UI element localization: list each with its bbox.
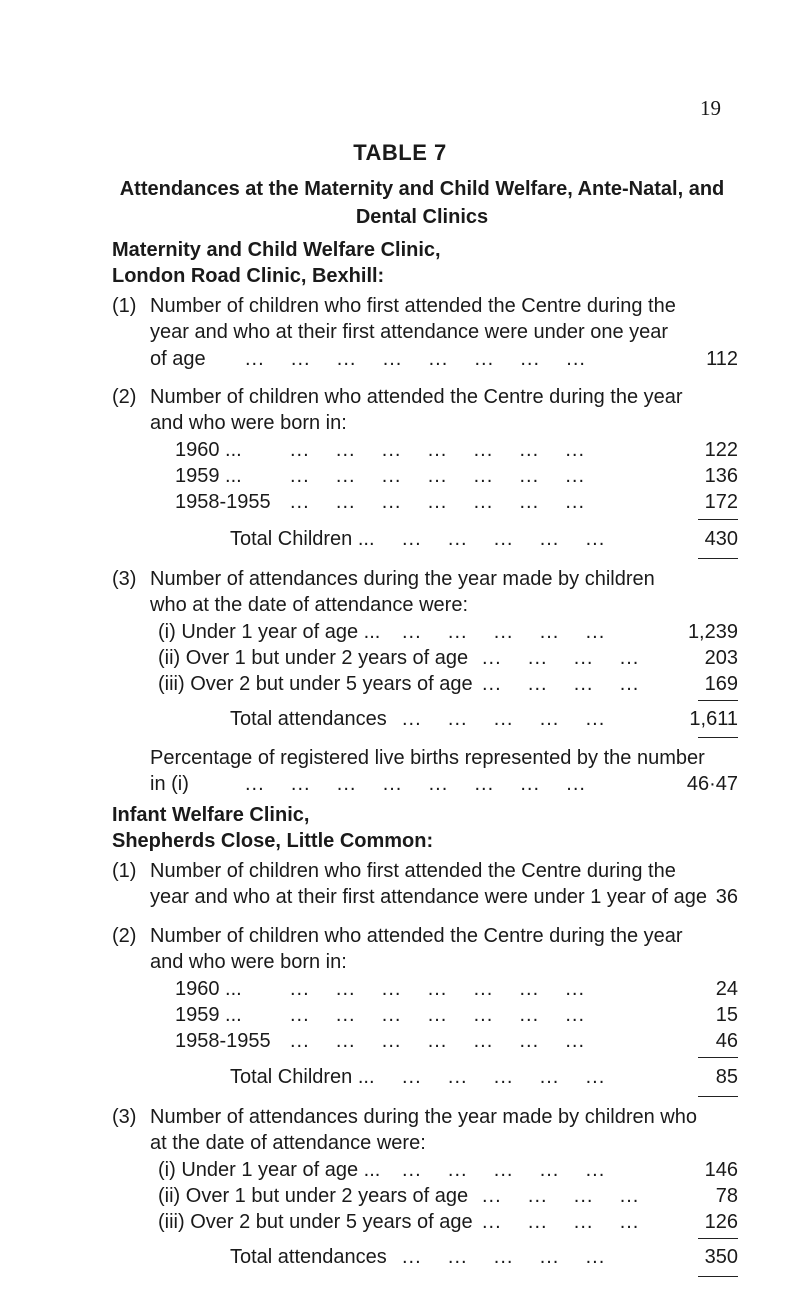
s2-total-attendances-label: Total attendances [230,1246,387,1268]
page-number: 19 [700,96,721,120]
s2-attend-2to5-value: 126 [704,1211,738,1233]
leader-dots: ... ... ... ... [482,1211,640,1233]
s1-item1-line3: of age [150,348,206,370]
sum-rule [698,737,738,738]
s1-item1-line1: Number of children who first attended the Centre during the [150,295,676,317]
leader-dots: ... ... ... ... ... [402,1159,606,1181]
s1-attend-2to5: (iii) Over 2 but under 5 years of age [158,673,473,695]
s2-year-1960: 1960 ... [175,978,242,1000]
s1-total-attendances-label: Total attendances [230,708,387,730]
s2-year-1958-1955: 1958-1955 [175,1030,271,1052]
s1-total-children-label: Total Children ... [230,528,375,550]
s2-attend-under1-value: 146 [704,1159,738,1181]
s2-year-1959: 1959 ... [175,1004,242,1026]
leader-dots: ... ... ... ... ... ... ... [290,491,586,513]
s1-percentage-line2: in (i) [150,773,189,795]
s1-item1-line2: year and who at their first attendance were under one year [150,321,669,343]
s1-item1-value: 112 [706,348,738,370]
s2-total-attendances-value: 350 [704,1246,738,1268]
s1-item2-line1: Number of children who attended the Centre during the year [150,386,683,408]
s2-total-children-value: 85 [715,1066,738,1088]
section2-title-line2: Shepherds Close, Little Common: [112,830,434,852]
s2-item3-number: (3) [112,1106,137,1128]
sum-rule [698,700,738,701]
s1-year-1960: 1960 ... [175,439,242,461]
leader-dots: ... ... ... ... ... [402,1066,606,1088]
s1-item3-line1: Number of attendances during the year made by children [150,568,655,590]
table-heading-line1: Attendances at the Maternity and Child Welfare, Ante-Natal, and [119,178,725,200]
s1-item1-number: (1) [112,295,137,317]
s1-item3-number: (3) [112,568,137,590]
leader-dots: ... ... ... ... ... ... ... ... [245,773,586,795]
s2-attend-2to5: (iii) Over 2 but under 5 years of age [158,1211,473,1233]
leader-dots: ... ... ... ... ... ... ... [290,465,586,487]
section1-title-line1: Maternity and Child Welfare Clinic, [112,239,441,261]
s2-item2-line1: Number of children who attended the Centre during the year [150,925,683,947]
leader-dots: ... ... ... ... ... [402,528,606,550]
table-heading-line2: Dental Clinics [355,206,489,228]
s2-item2-line2: and who were born in: [150,951,347,973]
s1-attend-1to2-value: 203 [704,647,738,669]
s2-year-1960-value: 24 [715,978,738,1000]
leader-dots: ... ... ... ... ... ... ... [290,1030,586,1052]
s1-item2-line2: and who were born in: [150,412,347,434]
s2-item3-line1: Number of attendances during the year made by children who [150,1106,697,1128]
s2-year-1959-value: 15 [715,1004,738,1026]
s1-year-1958-1955-value: 172 [704,491,738,513]
s2-attend-1to2: (ii) Over 1 but under 2 years of age [158,1185,469,1207]
s2-item1-line1: Number of children who first attended the Centre during the [150,860,676,882]
leader-dots: ... ... ... ... ... ... ... [290,439,586,461]
section1-title-line2: London Road Clinic, Bexhill: [112,265,385,287]
s1-attend-2to5-value: 169 [704,673,738,695]
s1-year-1958-1955: 1958-1955 [175,491,271,513]
s2-item3-line2: at the date of attendance were: [150,1132,426,1154]
leader-dots: ... ... ... ... ... [402,621,606,643]
s1-percentage-line1: Percentage of registered live births represented by the number [150,747,705,769]
s2-item1-value: 36 [715,886,738,908]
sum-rule [698,1238,738,1239]
s1-year-1959: 1959 ... [175,465,242,487]
leader-dots: ... ... ... ... ... [402,708,606,730]
s1-attend-1to2: (ii) Over 1 but under 2 years of age [158,647,469,669]
sum-rule [698,519,738,520]
s2-item1-line2: year and who at their first attendance were under 1 year of age [150,886,708,908]
s1-year-1960-value: 122 [704,439,738,461]
s2-total-children-label: Total Children ... [230,1066,375,1088]
s1-total-children-value: 430 [704,528,738,550]
s1-attend-under1: (i) Under 1 year of age ... [158,621,381,643]
s1-item3-line2: who at the date of attendance were: [150,594,468,616]
section2-title-line1: Infant Welfare Clinic, [112,804,310,826]
s2-attend-1to2-value: 78 [715,1185,738,1207]
leader-dots: ... ... ... ... [482,647,640,669]
s2-year-1958-1955-value: 46 [715,1030,738,1052]
leader-dots: ... ... ... ... ... ... ... ... [245,348,586,370]
sum-rule [698,1276,738,1277]
leader-dots: ... ... ... ... [482,1185,640,1207]
leader-dots: ... ... ... ... ... ... ... [290,978,586,1000]
table-title: TABLE 7 [353,140,447,165]
s1-year-1959-value: 136 [704,465,738,487]
s1-attend-under1-value: 1,239 [687,621,738,643]
sum-rule [698,558,738,559]
leader-dots: ... ... ... ... ... ... ... [290,1004,586,1026]
s1-total-attendances-value: 1,611 [689,708,738,730]
s2-attend-under1: (i) Under 1 year of age ... [158,1159,381,1181]
s2-item2-number: (2) [112,925,137,947]
s1-item2-number: (2) [112,386,137,408]
s2-item1-number: (1) [112,860,137,882]
leader-dots: ... ... ... ... ... [402,1246,606,1268]
s1-percentage-value: 46·47 [686,773,738,795]
leader-dots: ... ... ... ... [482,673,640,695]
sum-rule [698,1096,738,1097]
sum-rule [698,1057,738,1058]
